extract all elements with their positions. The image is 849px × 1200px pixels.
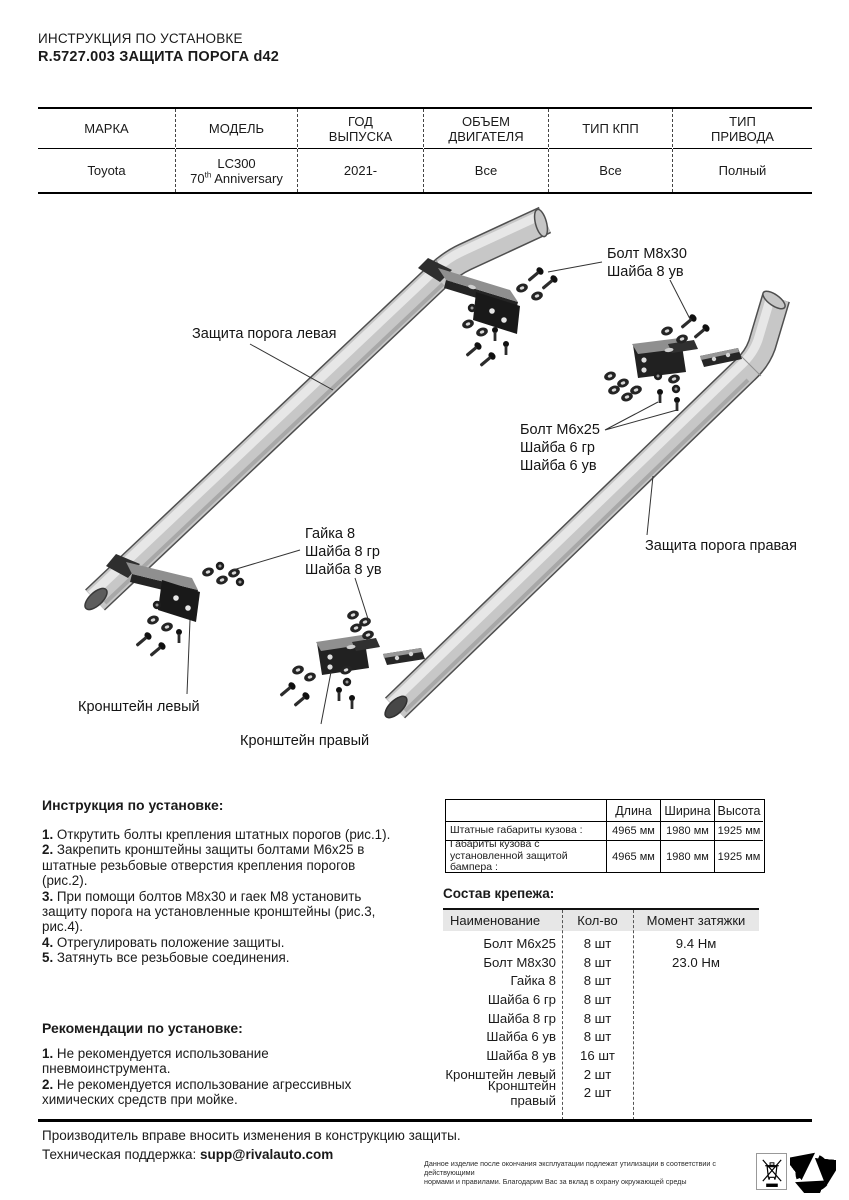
fastener-name: Шайба 8 гр: [487, 1010, 556, 1026]
doc-header: [38, 31, 279, 65]
manufacturer-note: Производитель вправе вносить изменения в конструкцию защиты.: [42, 1128, 461, 1143]
fastener-name: Кронштейн левый: [445, 1066, 556, 1082]
recommendation-items: [42, 1046, 442, 1108]
right-bottom-flat-bracket: [383, 648, 425, 665]
cell-line: Полный: [718, 163, 767, 178]
step-number: 1.: [42, 1046, 54, 1061]
vehicle-cell: [176, 149, 297, 192]
header-line: МАРКА: [84, 121, 129, 136]
vehicle-cell: [424, 149, 548, 192]
footer-divider: [38, 1119, 812, 1122]
step-text: пневмоинструмента.: [42, 1061, 171, 1077]
fasteners-title: Состав крепежа:: [443, 886, 555, 901]
cell-line: Все: [474, 163, 498, 178]
fastener-row: [443, 1009, 759, 1028]
cell-line: Все: [599, 163, 622, 178]
text-line: [42, 889, 442, 904]
fastener-table: [443, 908, 759, 1120]
fastener-table-body: [443, 931, 759, 1108]
step-number: 2.: [42, 842, 54, 858]
label-bolt-m6: Болт М6х25: [520, 422, 600, 438]
dims-value-cell: 1925 мм: [714, 840, 763, 872]
label-bracket-left: Кронштейн левый: [78, 699, 200, 715]
vehicle-table: [38, 107, 812, 194]
dims-header-cell: Длина: [606, 800, 660, 821]
text-line: [42, 935, 442, 950]
fastener-name: Болт М6х25: [483, 935, 556, 951]
installation-diagram: [40, 198, 820, 778]
header-line: ПРИВОДА: [711, 128, 774, 144]
vehicle-column-header: [38, 109, 175, 149]
header-line: ТИП КПП: [582, 121, 639, 136]
step-number: 5.: [42, 950, 54, 966]
step-text: Не рекомендуется использование агрессивных: [56, 1076, 352, 1092]
hardware-left-of-right-top-bracket: [603, 370, 643, 403]
header-line: МОДЕЛЬ: [208, 121, 265, 136]
dims-value-cell: 1925 мм: [714, 821, 763, 840]
fastener-row: [443, 971, 759, 990]
install-steps: [42, 827, 442, 966]
fastener-name: Шайба 6 гр: [487, 991, 556, 1007]
step-number: 1.: [42, 827, 54, 842]
dims-row: [446, 821, 764, 840]
dims-value-cell: 1980 мм: [660, 840, 714, 872]
cell-line: LC300: [217, 155, 256, 171]
recycling-note: [424, 1159, 754, 1186]
label-bracket-right: Кронштейн правый: [240, 733, 370, 749]
dims-row-label: Штатные габариты кузова :: [446, 821, 606, 840]
fastener-qty: 8 шт: [583, 1029, 612, 1045]
fastener-qty: 2 шт: [583, 1066, 612, 1082]
dims-header-row: [446, 800, 764, 821]
dims-header-cell: [446, 800, 606, 821]
step-text: Закрепить кронштейны защиты болтами М6х25 в: [56, 842, 365, 858]
vehicle-table-column: [672, 109, 812, 192]
vehicle-column-header: [673, 109, 812, 149]
vehicle-cell: [673, 149, 812, 192]
label-bolt-m8: Болт М8х30: [607, 246, 687, 262]
step-text: Отрегулировать положение защиты.: [56, 934, 285, 950]
right-top-bracket: [632, 338, 698, 378]
text-line: [42, 1092, 442, 1107]
step-text: Затянуть все резьбовые соединения.: [56, 950, 290, 966]
dims-header-cell: Высота: [714, 800, 763, 821]
text-line: [42, 842, 442, 857]
dims-row: [446, 840, 764, 872]
fastener-table-divider: [562, 910, 563, 1120]
fastener-qty: 8 шт: [583, 991, 612, 1007]
vehicle-table-column: [297, 109, 423, 192]
cell-line: 2021-: [343, 163, 378, 178]
recommendations-title: Рекомендации по установке:: [42, 1020, 243, 1036]
text-line: [42, 1077, 442, 1092]
step-number: 3.: [42, 888, 54, 904]
hardware-nut8-cluster: [201, 562, 244, 586]
text-line: [42, 873, 442, 888]
support-email: supp@rivalauto.com: [200, 1147, 334, 1162]
fastener-name: Гайка 8: [510, 973, 556, 989]
fastener-torque: 9.4 Нм: [675, 935, 717, 951]
text-line: [42, 904, 442, 919]
vehicle-cell: [298, 149, 423, 192]
fastener-torque: 23.0 Нм: [672, 954, 720, 970]
dims-value-cell: 4965 мм: [606, 840, 660, 872]
hardware-m6-right: [654, 372, 681, 411]
header-line: ТИП: [729, 113, 756, 129]
step-text: Открутить болты крепления штатных порогов (рис.1).: [56, 827, 391, 842]
fastener-header-torque: Момент затяжки: [646, 913, 746, 928]
label-left-guard: Защита порога левая: [192, 326, 337, 342]
text-line: [42, 1046, 442, 1061]
support-line: [42, 1147, 333, 1162]
text-line: [42, 827, 442, 842]
fastener-name: Шайба 8 ув: [486, 1047, 556, 1063]
vehicle-column-header: [424, 109, 548, 149]
install-title: Инструкция по установке:: [42, 797, 224, 813]
vehicle-cell: [549, 149, 672, 192]
dimensions-table: [445, 799, 765, 873]
fastener-header-qty: Кол-во: [577, 913, 618, 928]
fastener-row: [443, 990, 759, 1009]
dims-value-cell: 4965 мм: [606, 821, 660, 840]
text-line: [42, 858, 442, 873]
doc-subtitle: ИНСТРУКЦИЯ ПО УСТАНОВКЕ: [38, 31, 243, 46]
fastener-header-name: Наименование: [450, 913, 541, 928]
dims-header-cell: Ширина: [660, 800, 714, 821]
step-text: химических средств при мойке.: [42, 1092, 238, 1108]
fastener-qty: 8 шт: [583, 954, 612, 970]
step-text: Не рекомендуется использование: [56, 1046, 269, 1061]
fastener-name: Шайба 6 ув: [486, 1029, 556, 1045]
label-washer-8gr: Шайба 8 гр: [305, 544, 380, 560]
label-washer-6gr: Шайба 6 гр: [520, 440, 595, 456]
fastener-row: [443, 1077, 759, 1108]
step-text: рис.4).: [42, 919, 83, 935]
vehicle-table-column: [175, 109, 297, 192]
fastener-qty: 8 шт: [583, 1010, 612, 1026]
vehicle-column-header: [176, 109, 297, 149]
fastener-row: [443, 1027, 759, 1046]
recycling-note-line1: Данное изделие после окончания эксплуатации подлежат утилизации в соответствии с действующими: [424, 1159, 717, 1177]
fastener-row: [443, 1046, 759, 1065]
step-text: При помощи болтов М8х30 и гаек М8 установить: [56, 888, 362, 904]
text-line: [42, 919, 442, 934]
crossed-bin-icon: [756, 1153, 787, 1190]
doc-title: R.5727.003 ЗАЩИТА ПОРОГА d42: [38, 49, 280, 65]
vehicle-cell: [38, 149, 175, 192]
recycle-icon: [790, 1151, 836, 1193]
recycling-note-line2: нормами и правилами. Благодарим Вас за вклад в охрану окружающей среды: [424, 1177, 687, 1186]
vehicle-column-header: [298, 109, 423, 149]
step-number: 4.: [42, 934, 54, 950]
vehicle-table-column: [38, 109, 175, 192]
header-line: ВЫПУСКА: [328, 128, 393, 144]
vehicle-table-column: [548, 109, 672, 192]
cell-line: Toyota: [87, 163, 126, 178]
fastener-name: Кронштейн правый: [487, 1077, 556, 1108]
fastener-table-header: [443, 910, 759, 931]
cell-line: 70th Anniversary: [190, 170, 283, 186]
fastener-qty: 16 шт: [580, 1047, 615, 1063]
vehicle-column-header: [549, 109, 672, 149]
label-nut-8: Гайка 8: [305, 526, 356, 542]
label-washer-8uv-2: Шайба 8 ув: [305, 562, 382, 578]
text-line: [42, 950, 442, 965]
fastener-qty: 8 шт: [583, 935, 612, 951]
dims-row-label: Габариты кузова с установленной защитой бампера :: [446, 840, 606, 872]
label-right-guard: Защита порога правая: [645, 538, 797, 554]
step-text: защиту порога на установленные кронштейны (рис.3,: [42, 904, 376, 920]
fastener-table-divider: [633, 910, 634, 1120]
header-line: ОБЪЕМ: [461, 113, 510, 129]
fastener-qty: 2 шт: [583, 1085, 612, 1101]
step-text: штатные резьбовые отверстия крепления порогов: [42, 857, 356, 873]
step-number: 2.: [42, 1076, 54, 1092]
fastener-row: [443, 953, 759, 972]
text-line: [42, 1061, 442, 1076]
fastener-row: [443, 934, 759, 953]
fastener-qty: 8 шт: [583, 973, 612, 989]
header-line: ДВИГАТЕЛЯ: [448, 128, 524, 144]
vehicle-table-column: [423, 109, 548, 192]
header-line: ГОД: [348, 113, 373, 129]
support-label: Техническая поддержка:: [42, 1147, 201, 1162]
label-washer-8uv: Шайба 8 ув: [607, 264, 684, 280]
step-text: (рис.2).: [42, 873, 88, 889]
dims-value-cell: 1980 мм: [660, 821, 714, 840]
fastener-name: Болт М8х30: [483, 954, 556, 970]
label-washer-6uv: Шайба 6 ув: [520, 458, 597, 474]
